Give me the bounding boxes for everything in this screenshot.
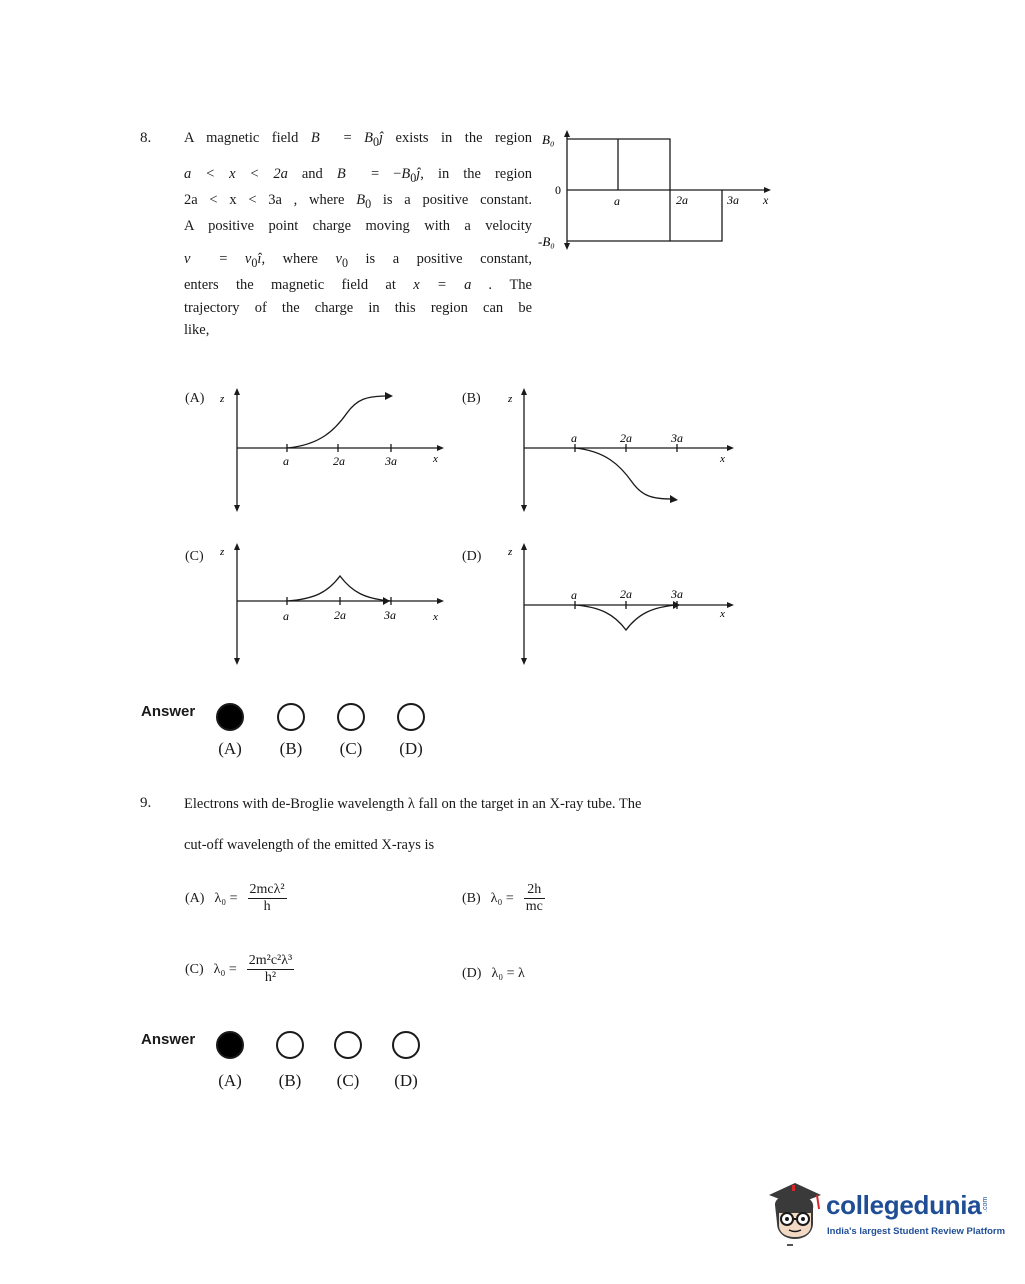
svg-text:a: a (283, 454, 289, 468)
axis-label-z: z (220, 393, 225, 405)
axis-label-z: z (508, 393, 513, 405)
question-text-line: v⃗ = $v_0î$, where $v_0$ is a positive constant, (184, 251, 533, 270)
arrow-right-icon (670, 495, 678, 503)
arrow-up-icon (564, 130, 570, 137)
axis-label-x: x (720, 453, 725, 465)
option-b: (B) λ₀ = $\frac{2h}{mc}$ (462, 882, 543, 914)
arrow-right-icon (727, 445, 734, 451)
arrow-up-icon (521, 388, 527, 395)
answer-choice-label: (B) (279, 739, 303, 758)
axis-label-zero: 0 (555, 183, 561, 197)
question-text-line: a < x < 2a and B⃗ = $-B_0ĵ$, in the region (184, 166, 533, 185)
svg-text:2a: 2a (333, 454, 345, 468)
question-number: 8. (140, 130, 152, 146)
svg-text:3a: 3a (384, 608, 396, 622)
answer-choice-label: (D) (399, 739, 423, 758)
svg-text:3a: 3a (671, 431, 683, 445)
answer-label: Answer (141, 703, 196, 720)
arrow-up-icon (234, 543, 240, 550)
option-label: (D) (462, 966, 482, 981)
option-label: (B) (462, 391, 481, 406)
svg-text:2a: 2a (620, 431, 632, 445)
option-a-graph (215, 385, 450, 515)
brand-name: collegedunia (826, 1190, 982, 1220)
option-c-graph (215, 540, 450, 668)
arrow-down-icon (521, 658, 527, 665)
option-label: (D) (462, 549, 482, 564)
arrow-up-icon (521, 543, 527, 550)
answer-bubble-d[interactable] (397, 703, 425, 731)
question-text-line: A positive point charge moving with a velocity (184, 218, 532, 234)
svg-text:a: a (283, 609, 289, 623)
x-tick-label: 3a (727, 193, 739, 207)
question-text-line: 2a < x < 3a , where $B_0$ is a positive constant. (184, 192, 533, 211)
axis-label-z: z (220, 546, 225, 558)
answer-choice-label: (B) (278, 1071, 302, 1090)
answer-choice-label: (C) (336, 1071, 360, 1090)
option-label: (C) (185, 549, 204, 564)
answer-choice-label: (A) (218, 1071, 242, 1090)
arrow-up-icon (234, 388, 240, 395)
formula-fraction: $\frac{\text{2mcλ²}}{h}$ (249, 882, 285, 914)
answer-bubble-a[interactable] (216, 1031, 244, 1059)
question-text-line: trajectory of the charge in this region can be (184, 300, 532, 316)
svg-text:3a: 3a (385, 454, 397, 468)
answer-choice-label: (A) (218, 739, 242, 758)
x-tick-label: 2a (676, 193, 688, 207)
arrow-down-icon (521, 505, 527, 512)
axis-label-x: x (433, 611, 438, 623)
option-b-graph (500, 385, 740, 515)
brand-domain-suffix: .com (982, 1196, 989, 1212)
answer-label: Answer (141, 1031, 196, 1048)
option-label: (A) (185, 890, 205, 906)
axis-label-x: x (433, 453, 438, 465)
question-text-line: enters the magnetic field at x = a . The (184, 277, 532, 293)
svg-text:2a: 2a (620, 587, 632, 601)
option-label: (A) (185, 391, 205, 406)
arrow-right-icon (727, 602, 734, 608)
option-c: (C) λ₀ = $\frac{\text{2m²c²λ³}}{\text{h²}}$ (185, 953, 293, 985)
formula-fraction: $\frac{2h}{mc}$ (525, 882, 543, 914)
answer-bubble-d[interactable] (392, 1031, 420, 1059)
answer-bubble-c[interactable] (337, 703, 365, 731)
arrow-down-icon (564, 243, 570, 250)
option-a: (A) λ₀ = $\frac{\text{2mcλ²}}{h}$ (185, 882, 285, 914)
option-d-graph (500, 540, 740, 668)
question-text-line: like, (184, 322, 210, 338)
answer-bubble-b[interactable] (277, 703, 305, 731)
question-number: 9. (140, 795, 152, 811)
svg-text:a: a (571, 588, 577, 602)
option-label: (B) (462, 890, 481, 906)
formula-fraction: $\frac{\text{2m²c²λ³}}{\text{h²}}$ (248, 953, 293, 985)
answer-bubble-b[interactable] (276, 1031, 304, 1059)
axis-label-z: z (508, 546, 513, 558)
arrow-down-icon (234, 658, 240, 665)
question-text-line: A magnetic field B⃗ = $B_0ĵ$ exists in the region (184, 130, 533, 149)
x-tick-label: a (614, 194, 620, 208)
arrow-down-icon (234, 505, 240, 512)
arrow-right-icon (383, 597, 390, 605)
svg-text:a: a (571, 431, 577, 445)
axis-label-bottom: -B₀ (538, 234, 555, 249)
axis-label-top: B₀ (542, 132, 555, 147)
brand-tagline: India's largest Student Review Platform (827, 1226, 1006, 1237)
svg-text:2a: 2a (334, 608, 346, 622)
arrow-right-icon (437, 445, 444, 451)
question-text-line: Electrons with de-Broglie wavelength λ fall on the target in an X-ray tube. The (184, 796, 642, 812)
option-d: (D) λ₀ = λ (462, 966, 525, 981)
answer-bubble-c[interactable] (334, 1031, 362, 1059)
svg-text:3a: 3a (671, 587, 683, 601)
x-axis-label: x (763, 193, 769, 207)
answer-bubble-a[interactable] (216, 703, 244, 731)
option-label: (C) (185, 961, 204, 977)
brand-mascot-icon (765, 1175, 825, 1250)
arrow-right-icon (437, 598, 444, 604)
question-text-line: cut-off wavelength of the emitted X-rays is (184, 837, 435, 853)
trajectory-curve (287, 396, 387, 448)
magnetic-field-graph (535, 125, 785, 255)
answer-choice-label: (D) (394, 1071, 418, 1090)
answer-choice-label: (C) (339, 739, 363, 758)
arrow-right-icon (385, 392, 393, 400)
trajectory-curve (575, 448, 672, 499)
trajectory-curve (287, 576, 391, 601)
axis-label-x: x (720, 608, 725, 620)
